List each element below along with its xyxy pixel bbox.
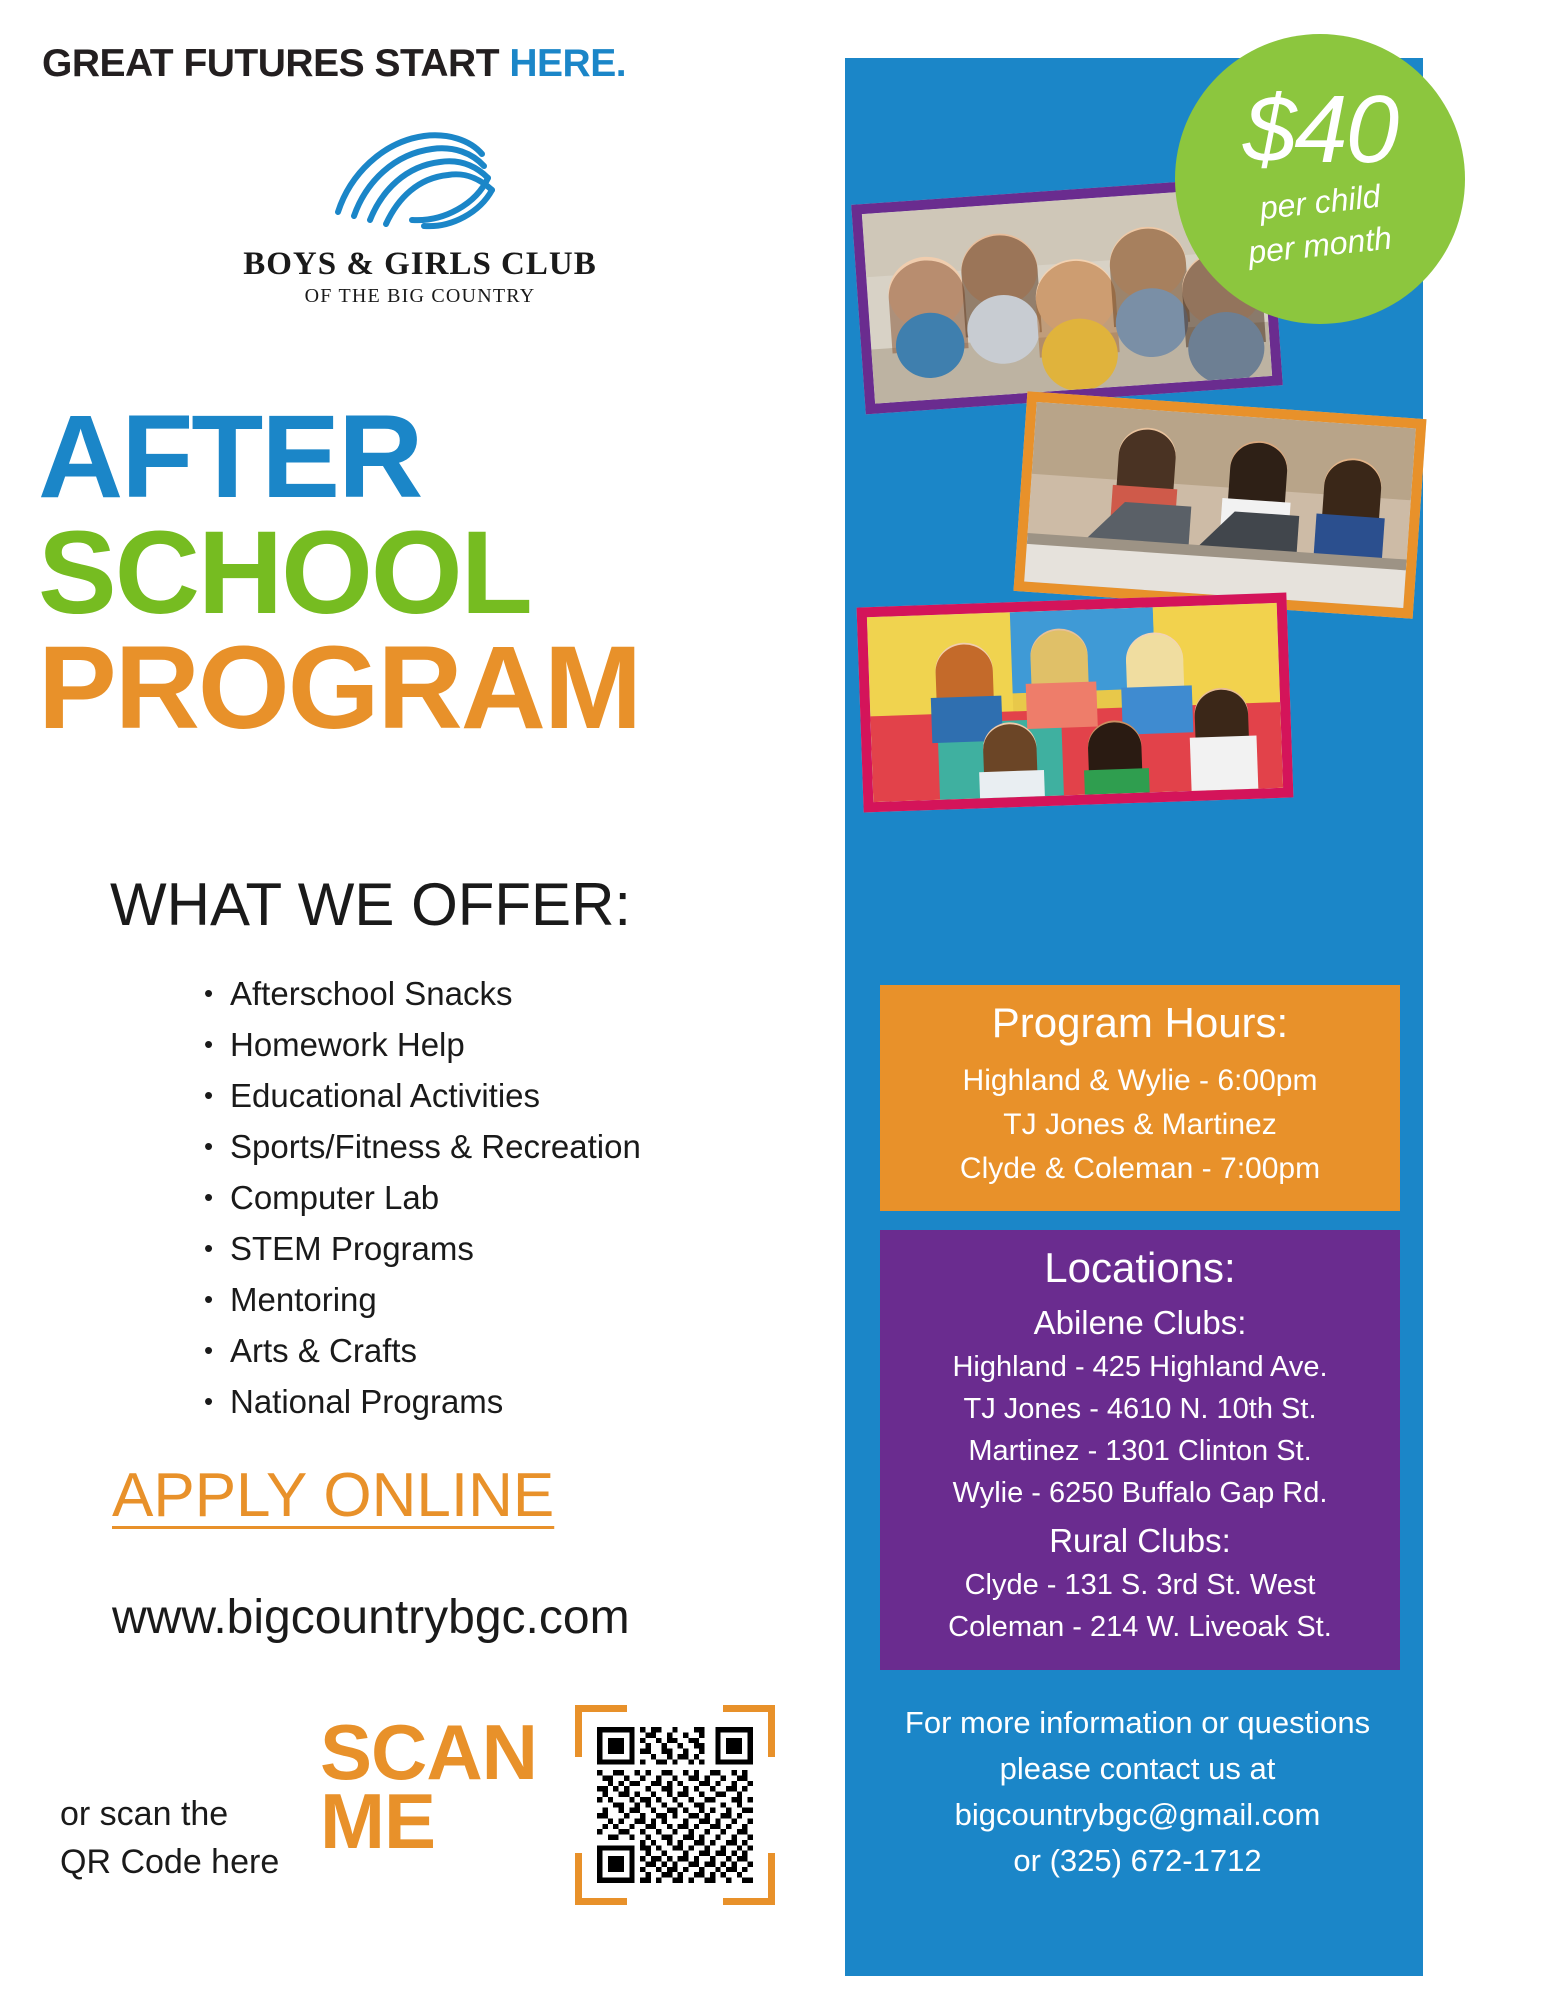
photo-computer-lab-image (1024, 402, 1416, 608)
website-url[interactable]: www.bigcountrybgc.com (112, 1591, 630, 1644)
qr-instruction-line2: QR Code here (60, 1843, 280, 1881)
tagline-highlight: HERE. (509, 42, 627, 85)
location-address: Clyde - 131 S. 3rd St. West (964, 1569, 1316, 1601)
list-item: • Sports/Fitness & Recreation (200, 1121, 641, 1172)
contact-line2: please contact us at (999, 1751, 1276, 1786)
logo-name: BOYS & GIRLS CLUB (243, 246, 597, 282)
headline (38, 391, 838, 755)
list-item: • National Programs (200, 1376, 641, 1427)
tagline (42, 42, 626, 86)
price-amount: $40 (1242, 76, 1398, 183)
price-per-child: per child (1257, 177, 1382, 227)
program-hours-line: Clyde & Coleman - 7:00pm (959, 1152, 1321, 1185)
offer-list (200, 968, 641, 1427)
headline-line-after: AFTER (38, 391, 422, 523)
headline-line-school: SCHOOL (38, 506, 531, 639)
contact-line1: For more information or questions (904, 1705, 1371, 1740)
list-item: • Afterschool Snacks (200, 968, 641, 1019)
qr-code-block[interactable] (575, 1705, 775, 1905)
program-hours-line: Highland & Wylie - 6:00pm (962, 1064, 1318, 1097)
photo-kids-on-floor-image (867, 603, 1283, 802)
qr-instruction (60, 1790, 279, 1886)
program-hours-title: Program Hours: (991, 999, 1289, 1046)
list-item: • Educational Activities (200, 1070, 641, 1121)
photo-computer-lab (1014, 391, 1427, 618)
location-address: Highland - 425 Highland Ave. (952, 1351, 1328, 1383)
logo-subtitle: OF THE BIG COUNTRY (304, 285, 536, 307)
offer-title: WHAT WE OFFER: (110, 871, 632, 938)
qr-instruction-line1: or scan the (60, 1795, 229, 1833)
list-item: • Computer Lab (200, 1172, 641, 1223)
location-address: TJ Jones - 4610 N. 10th St. (963, 1393, 1317, 1425)
photo-kids-on-floor (857, 593, 1294, 813)
apply-online-link[interactable]: APPLY ONLINE (112, 1461, 555, 1530)
list-item: • STEM Programs (200, 1223, 641, 1274)
organization-logo (230, 120, 610, 308)
bgc-logo-icon (320, 120, 520, 240)
locations-title: Locations: (1044, 1244, 1236, 1291)
rural-clubs-heading: Rural Clubs: (1049, 1522, 1231, 1559)
price-per-month: per month (1246, 219, 1394, 271)
list-item: • Homework Help (200, 1019, 641, 1070)
scan-word-bottom: ME (320, 1776, 435, 1865)
list-item: • Mentoring (200, 1274, 641, 1325)
qr-code-icon[interactable] (597, 1727, 753, 1883)
program-hours-card (880, 985, 1400, 1211)
program-hours-line: TJ Jones & Martinez (1003, 1108, 1277, 1141)
location-address: Martinez - 1301 Clinton St. (968, 1435, 1312, 1467)
price-badge (1175, 34, 1465, 324)
contact-phone: or (325) 672-1712 (1013, 1843, 1262, 1878)
scan-word-top: SCAN (320, 1708, 538, 1796)
headline-line-program: PROGRAM (38, 622, 641, 755)
contact-email[interactable]: bigcountrybgc@gmail.com (954, 1797, 1321, 1832)
location-address: Wylie - 6250 Buffalo Gap Rd. (952, 1477, 1328, 1509)
list-item: • Arts & Crafts (200, 1325, 641, 1376)
tagline-main: GREAT FUTURES START (42, 42, 510, 85)
location-address: Coleman - 214 W. Liveoak St. (948, 1611, 1332, 1643)
contact-block (865, 1700, 1410, 1884)
scan-me-label (320, 1708, 538, 1865)
locations-card (880, 1230, 1400, 1670)
abilene-clubs-heading: Abilene Clubs: (1033, 1304, 1247, 1341)
